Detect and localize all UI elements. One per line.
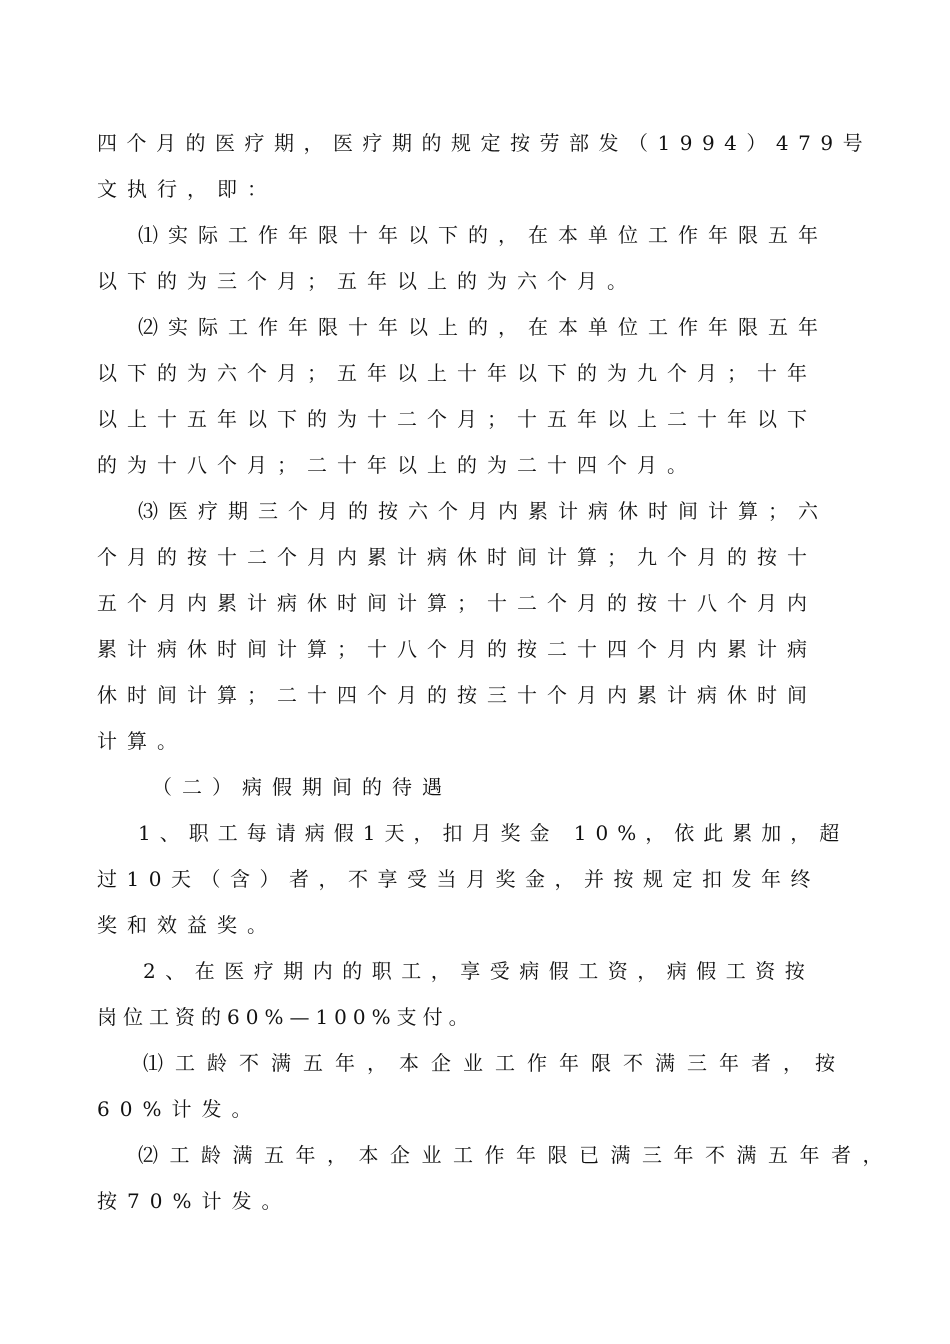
text-line: 以下的为六个月；五年以上十年以下的为九个月；十年	[97, 361, 817, 385]
text-line: 文执行，即：	[97, 177, 277, 201]
text-line: 按70%计发。	[97, 1189, 292, 1213]
text-line: ⑴工龄不满五年，本企业工作年限不满三年者，按	[143, 1051, 847, 1075]
text-line: 过10天（含）者，不享受当月奖金，并按规定扣发年终	[97, 867, 820, 891]
text-line: ⑵实际工作年限十年以上的，在本单位工作年限五年	[138, 315, 828, 339]
text-line: 累计病休时间计算；十八个月的按二十四个月内累计病	[97, 637, 817, 661]
text-line: 奖和效益奖。	[97, 913, 277, 937]
text-line: ⑶医疗期三个月的按六个月内累计病休时间计算；六	[138, 499, 828, 523]
text-line: 五个月内累计病休时间计算；十二个月的按十八个月内	[97, 591, 817, 615]
text-line: 的为十八个月；二十年以上的为二十四个月。	[97, 453, 697, 477]
text-line: ⑵工龄满五年，本企业工作年限已满三年不满五年者，	[138, 1143, 894, 1167]
text-line: 60%计发。	[97, 1097, 262, 1121]
text-line: 休时间计算；二十四个月的按三十个月内累计病休时间	[97, 683, 817, 707]
text-line: 个月的按十二个月内累计病休时间计算；九个月的按十	[97, 545, 817, 569]
section-heading: （二）病假期间的待遇	[152, 775, 452, 799]
text-line: 2、在医疗期内的职工，享受病假工资，病假工资按	[143, 959, 815, 983]
text-line: 岗位工资的60%—100%支付。	[97, 1005, 475, 1029]
text-line: 以上十五年以下的为十二个月；十五年以上二十年以下	[97, 407, 817, 431]
text-line: ⑴实际工作年限十年以下的，在本单位工作年限五年	[138, 223, 828, 247]
text-line: 1、职工每请病假1天，扣月奖金 10%，依此累加，超	[138, 821, 849, 845]
text-line: 计算。	[97, 729, 187, 753]
text-line: 四个月的医疗期，医疗期的规定按劳部发（1994）479号	[97, 131, 873, 155]
text-line: 以下的为三个月；五年以上的为六个月。	[97, 269, 637, 293]
